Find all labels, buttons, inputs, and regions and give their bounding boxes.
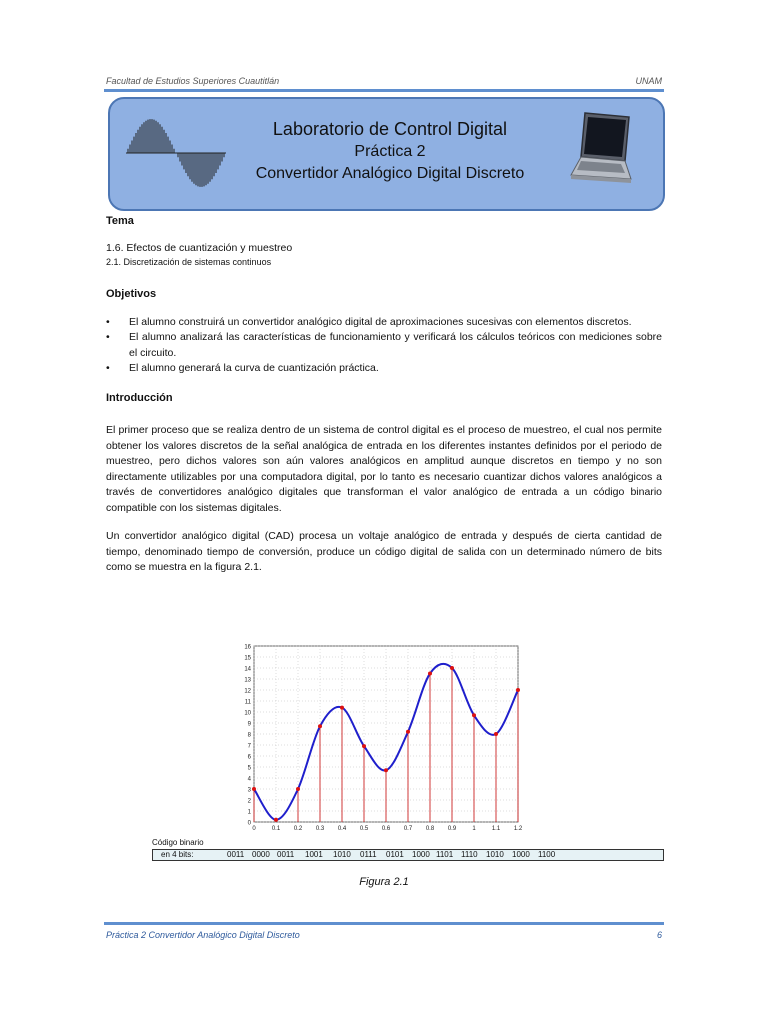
- tema-heading: Tema: [106, 215, 134, 227]
- sample-point: [494, 732, 498, 736]
- y-tick-label: 10: [244, 710, 251, 717]
- sample-point: [406, 730, 410, 734]
- y-tick-label: 0: [247, 820, 251, 827]
- objetivo-item: [106, 315, 662, 331]
- binary-code: 0011: [277, 850, 295, 859]
- y-tick-label: 8: [247, 732, 251, 739]
- sample-point: [516, 688, 520, 692]
- sample-point: [362, 744, 366, 748]
- banner-titles: [240, 117, 540, 185]
- y-tick-label: 1: [247, 809, 251, 816]
- x-tick-label: 0.5: [359, 826, 369, 832]
- laptop-icon: [565, 109, 635, 191]
- y-tick-label: 9: [247, 721, 251, 728]
- binary-code: 1101: [436, 850, 454, 859]
- x-tick-label: 0.8: [425, 826, 435, 832]
- x-tick-label: 0.7: [403, 826, 413, 832]
- code-table-row-label: en 4 bits:: [161, 850, 194, 859]
- bullet: •: [106, 362, 110, 374]
- sample-point: [252, 787, 256, 791]
- header-rule: [104, 89, 664, 92]
- y-tick-label: 13: [244, 677, 251, 684]
- introduccion-heading: Introducción: [106, 391, 173, 404]
- title-banner: [108, 97, 665, 211]
- y-tick-label: 16: [244, 644, 251, 651]
- sample-point: [450, 666, 454, 670]
- sample-point: [274, 818, 278, 822]
- document-body: [106, 214, 662, 576]
- sample-point: [296, 787, 300, 791]
- y-tick-label: 5: [247, 765, 251, 772]
- objetivo-text: El alumno construirá un convertidor analógico digital de aproximaciones sucesivas con elementos discretos.: [129, 315, 632, 328]
- header-university: UNAM: [635, 76, 662, 86]
- x-tick-label: 0.1: [271, 826, 281, 832]
- x-tick-label: 1.2: [513, 826, 523, 832]
- x-tick-label: 0.6: [381, 826, 391, 832]
- banner-subtitle: Práctica 2: [354, 143, 426, 160]
- binary-code: 1000: [512, 850, 530, 859]
- objetivo-item: [106, 361, 662, 377]
- y-tick-label: 12: [244, 688, 251, 695]
- footer-rule: [104, 922, 664, 925]
- binary-code: 1010: [333, 850, 351, 859]
- introduccion-paragraph-2: Un convertidor analógico digital (CAD) procesa un voltaje analógico de entrada y después de cierta cantidad de tiempo, denominado tiempo de conversión, produce un código digital de salida con un determinado número de bits como se muestra en la figura 2.1.: [106, 530, 662, 573]
- binary-code: 1100: [538, 850, 556, 859]
- x-tick-label: 0.3: [315, 826, 325, 832]
- sample-point: [472, 713, 476, 717]
- x-tick-label: 0.9: [447, 826, 457, 832]
- x-tick-label: 0.2: [293, 826, 303, 832]
- y-tick-label: 15: [244, 655, 251, 662]
- binary-code: 1010: [486, 850, 504, 859]
- x-tick-label: 1.1: [491, 826, 501, 832]
- header-institution: Facultad de Estudios Superiores Cuautitlán: [106, 76, 280, 86]
- sampling-chart: [230, 640, 530, 840]
- figure-caption: Figura 2.1: [359, 876, 409, 888]
- footer-title: Práctica 2 Convertidor Analógico Digital Discreto: [106, 930, 300, 940]
- binary-code: 0011: [227, 850, 245, 859]
- binary-code: 1000: [412, 850, 430, 859]
- y-tick-label: 11: [244, 699, 251, 706]
- objetivo-item: [106, 330, 662, 361]
- binary-code: 0000: [252, 850, 270, 859]
- binary-code: 0111: [360, 850, 377, 859]
- code-table: [152, 849, 664, 861]
- objetivos-list: [106, 315, 662, 377]
- sample-point: [318, 724, 322, 728]
- y-tick-label: 2: [247, 798, 251, 805]
- sample-point: [428, 672, 432, 676]
- bullet: •: [106, 315, 110, 328]
- banner-title: Laboratorio de Control Digital: [272, 119, 508, 139]
- binary-code: 0101: [386, 850, 404, 859]
- sample-point: [340, 706, 344, 710]
- sample-point: [384, 768, 388, 772]
- binary-code: 1001: [305, 850, 323, 859]
- bullet: •: [106, 331, 110, 343]
- sampled-sine-waveform: [126, 117, 226, 189]
- y-tick-label: 14: [244, 666, 251, 673]
- code-table-title: Código binario: [152, 838, 204, 847]
- x-tick-label: 0: [252, 826, 256, 832]
- y-tick-label: 4: [247, 776, 251, 783]
- objetivos-heading: Objetivos: [106, 288, 157, 300]
- banner-topic: Convertidor Analógico Digital Discreto: [255, 165, 525, 182]
- y-tick-label: 3: [247, 787, 251, 794]
- binary-code: 1110: [461, 850, 478, 859]
- tema-line-2: 2.1. Discretización de sistemas continuos: [106, 257, 272, 267]
- y-tick-label: 6: [247, 754, 251, 761]
- figure-chart: [230, 640, 530, 840]
- x-tick-label: 1: [472, 826, 476, 832]
- tema-line-1: 1.6. Efectos de cuantización y muestreo: [106, 241, 293, 254]
- footer-page-number: 6: [656, 930, 662, 940]
- objetivo-text: El alumno analizará las características de funcionamiento y verificará los cálculos teóricos con mediciones sobre el circuito.: [129, 331, 662, 359]
- objetivo-text: El alumno generará la curva de cuantización práctica.: [129, 362, 379, 374]
- y-tick-label: 7: [247, 743, 251, 750]
- x-tick-label: 0.4: [337, 826, 347, 832]
- introduccion-paragraph-1: El primer proceso que se realiza dentro de un sistema de control digital es el proceso de muestreo, el cual nos permite obtener los valores discretos de la señal analógica de entrada en los diferentes instantes definidos por el periodo de muestreo, pero dichos valores son aún valores analógicos en amplitud aunque discretos en tiempo y no son directamente utilizables por una computadora digital, por lo tanto es necesario cuantizar dichos valores analógicos a través de convertidores analógico digitales que transforman el valor analógico de entrada a un código binario compatible con los sistemas digitales.: [106, 424, 662, 514]
